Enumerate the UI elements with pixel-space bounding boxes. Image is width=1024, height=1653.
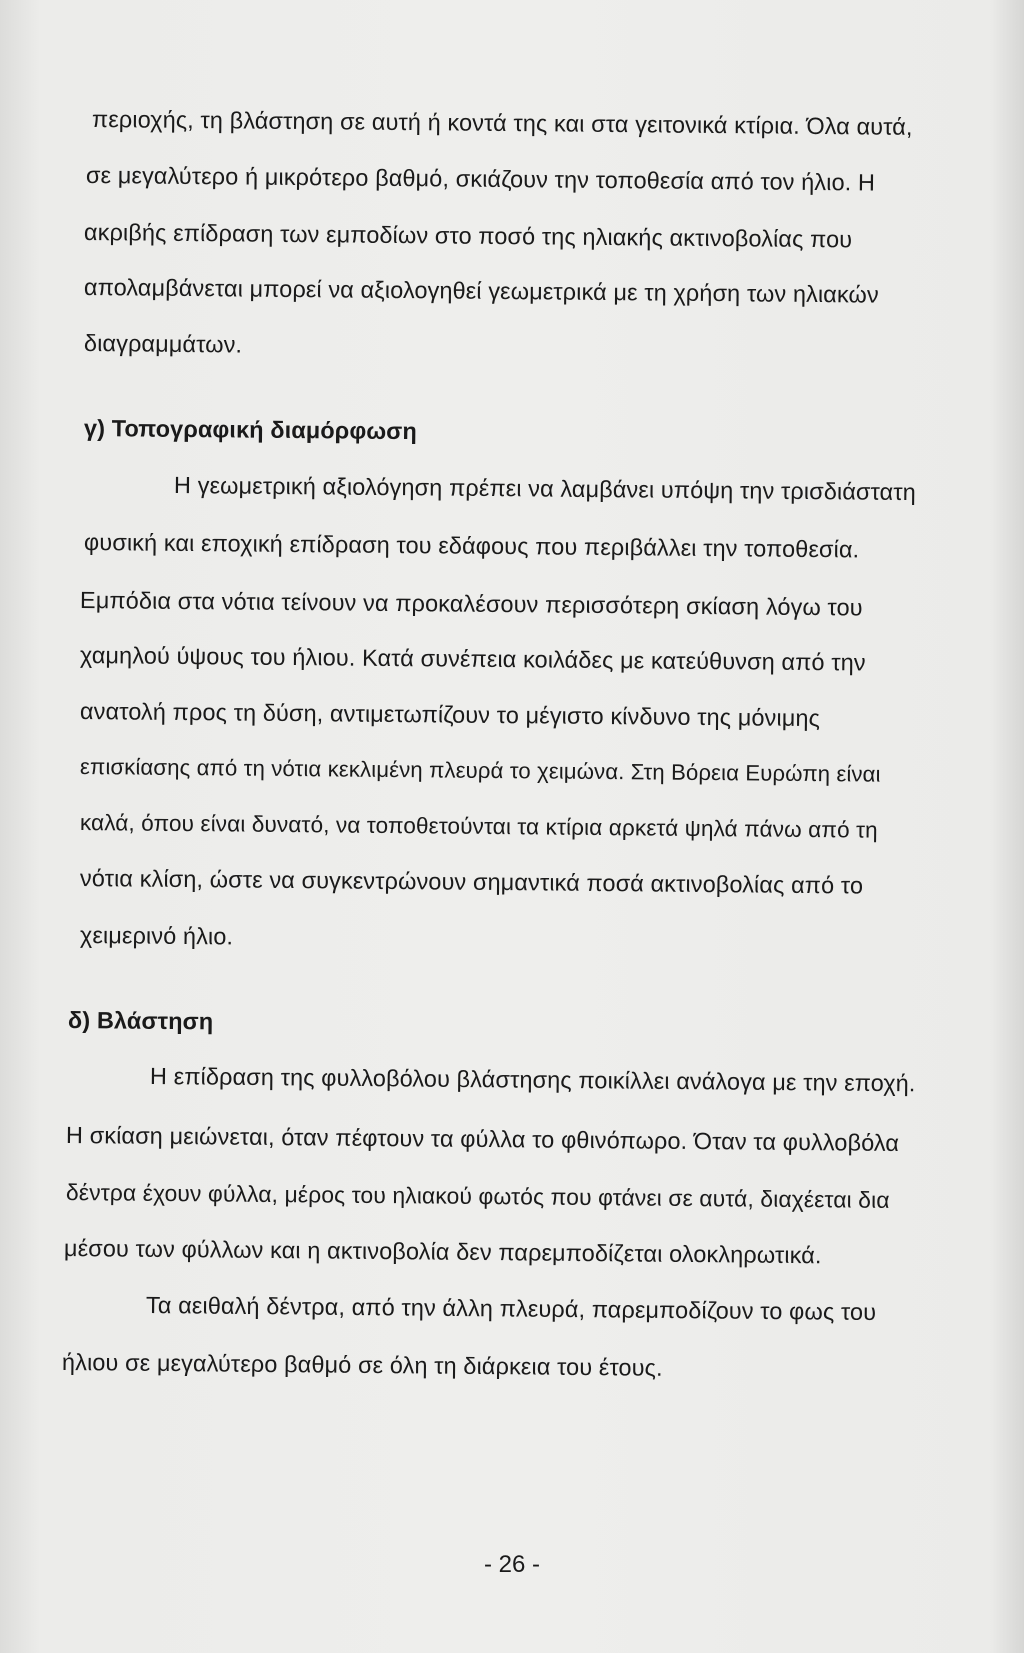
body-text-line: ήλιου σε μεγαλύτερο βαθμό σε όλη τη διάρκεια του έτους. xyxy=(61,1349,663,1381)
page-number: - 26 - xyxy=(483,1551,540,1578)
body-text-line: Τα αειθαλή δέντρα, από την άλλη πλευρά, παρεμποδίζουν το φως του xyxy=(145,1292,877,1326)
body-text-line: Η επίδραση της φυλλοβόλου βλάστησης ποικίλλει ανάλογα με την εποχή. xyxy=(149,1063,916,1097)
section-heading-vegetation: δ) Βλάστηση xyxy=(67,1007,214,1035)
body-text-line: απολαμβάνεται μπορεί να αξιολογηθεί γεωμετρικά με τη χρήση των ηλιακών xyxy=(83,274,879,308)
body-text-line: μέσου των φύλλων και η ακτινοβολία δεν παρεμποδίζεται ολοκληρωτικά. xyxy=(63,1235,822,1269)
body-text-line: Εμπόδια στα νότια τείνουν να προκαλέσουν περισσότερη σκίαση λόγω του xyxy=(79,587,863,621)
body-text-line: Η γεωμετρική αξιολόγηση πρέπει να λαμβάνει υπόψη την τρισδιάστατη xyxy=(173,472,916,506)
body-text-line: χαμηλού ύψους του ήλιου. Κατά συνέπεια κοιλάδες με κατεύθυνση από την xyxy=(79,642,866,676)
body-text-line: επισκίασης από τη νότια κεκλιμένη πλευρά το χειμώνα. Στη Βόρεια Ευρώπη είναι xyxy=(79,754,881,787)
body-text-line: νότια κλίση, ώστε να συγκεντρώνουν σημαντικά ποσά ακτινοβολίας από το xyxy=(79,865,864,899)
body-text-line: ακριβής επίδραση των εμποδίων στο ποσό της ηλιακής ακτινοβολίας που xyxy=(83,219,853,253)
body-text-line: ανατολή προς τη δύση, αντιμετωπίζουν το μέγιστο κίνδυνο της μόνιμης xyxy=(79,698,821,732)
body-text-line: σε μεγαλύτερο ή μικρότερο βαθμό, σκιάζουν την τοποθεσία από τον ήλιο. Η xyxy=(85,162,876,196)
body-text-line: καλά, όπου είναι δυνατό, να τοποθετούνται τα κτίρια αρκετά ψηλά πάνω από τη xyxy=(79,810,878,843)
section-heading-topography: γ) Τοπογραφική διαμόρφωση xyxy=(83,415,418,445)
body-text-line: δέντρα έχουν φύλλα, μέρος του ηλιακού φωτός που φτάνει σε αυτά, διαχέεται δια xyxy=(65,1179,890,1213)
body-text-line: χειμερινό ήλιο. xyxy=(79,922,234,950)
body-text-line: περιοχής, τη βλάστηση σε αυτή ή κοντά της και στα γειτονικά κτίρια. Όλα αυτά, xyxy=(91,106,913,140)
body-text-line: Η σκίαση μειώνεται, όταν πέφτουν τα φύλλα το φθινόπωρο. Όταν τα φυλλοβόλα xyxy=(65,1122,900,1156)
body-text-line: διαγραμμάτων. xyxy=(83,330,243,358)
body-text-line: φυσική και εποχική επίδραση του εδάφους που περιβάλλει την τοποθεσία. xyxy=(83,529,860,563)
